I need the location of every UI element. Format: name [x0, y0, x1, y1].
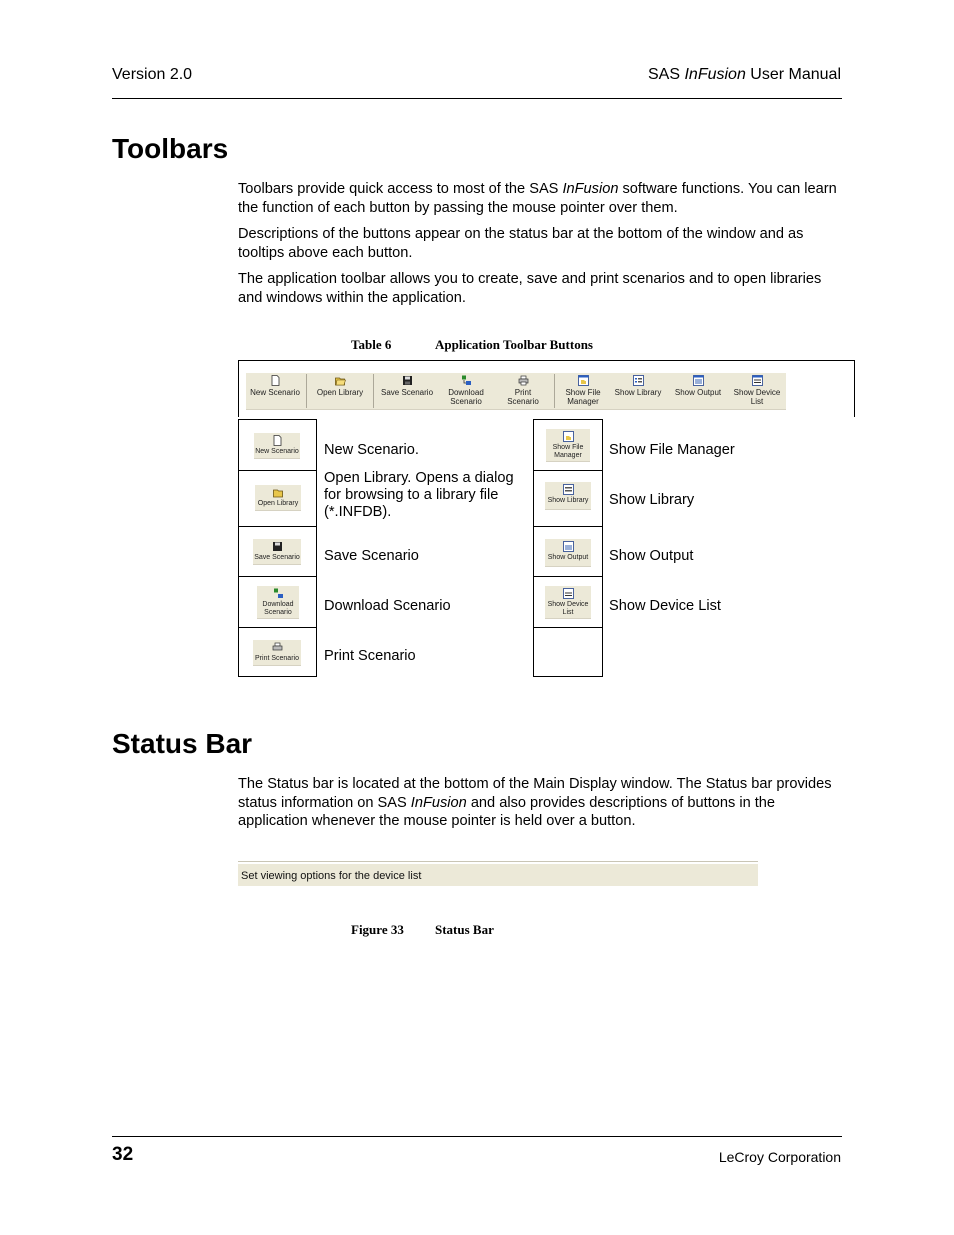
output-window-icon [563, 541, 574, 552]
save-scenario-button-image: Save Scenario [253, 539, 301, 565]
printer-icon [272, 642, 283, 653]
download-icon [461, 375, 472, 386]
section-title-toolbars: Toolbars [112, 133, 229, 164]
toolbar-show-output-button[interactable]: Show Output [667, 373, 729, 397]
toolbar-download-scenario-button[interactable]: Download Scenario [438, 373, 494, 406]
print-scenario-description: Print Scenario [324, 648, 416, 664]
show-device-list-button-image: Show Device List [545, 586, 591, 619]
table-icon-cell [238, 470, 317, 527]
show-library-button-image: Show Library [545, 482, 591, 510]
table-icon-cell [238, 576, 317, 628]
download-scenario-button-image: Download Scenario [257, 586, 299, 619]
table-icon-cell [533, 419, 603, 471]
header-manual-title: SAS InFusion User Manual [648, 66, 841, 83]
page-number: 32 [112, 1144, 134, 1165]
show-file-manager-button-image: Show File Manager [546, 429, 590, 462]
header-rule [112, 98, 842, 99]
toolbars-paragraph-1: Toolbars provide quick access to most of the SAS InFusion software functions. You can learn the function of each button by passing the mouse pointer over them. [238, 181, 837, 216]
show-output-description: Show Output [609, 548, 694, 564]
table-icon-cell [238, 627, 317, 677]
show-file-manager-description: Show File Manager [609, 442, 735, 458]
floppy-disk-icon [402, 375, 413, 386]
new-document-icon [270, 375, 281, 386]
printer-icon [518, 375, 529, 386]
table-icon-cell [533, 576, 603, 628]
toolbar-open-library-button[interactable]: Open Library [309, 373, 371, 397]
table-title: Application Toolbar Buttons [435, 337, 593, 352]
toolbar-separator [554, 374, 555, 408]
show-device-list-description: Show Device List [609, 598, 721, 614]
print-scenario-button-image: Print Scenario [253, 640, 301, 666]
toolbar-show-library-button[interactable]: Show Library [609, 373, 667, 397]
open-folder-icon [273, 487, 284, 498]
file-manager-icon [578, 375, 589, 386]
toolbar-new-scenario-button[interactable]: New Scenario [246, 373, 304, 397]
toolbar-show-device-list-button[interactable]: Show Device List [729, 373, 785, 406]
download-scenario-description: Download Scenario [324, 598, 451, 614]
open-library-description: Open Library. Opens a dialog for browsing to a library file (*.INFDB). [324, 470, 514, 520]
table-empty-cell [533, 627, 603, 677]
toolbar-show-file-manager-button[interactable]: Show File Manager [557, 373, 609, 406]
section-title-status-bar: Status Bar [112, 728, 253, 759]
open-library-button-image: Open Library [255, 485, 301, 511]
toolbar-frame [238, 360, 855, 417]
status-bar-paragraph: The Status bar is located at the bottom of the Main Display window. The Status bar provides status information on SAS InFusion and also provides descriptions of buttons in the application whenever the mouse pointer is held over a button. [238, 776, 832, 829]
toolbar-separator [306, 374, 307, 408]
table-label: Table 6 [351, 337, 392, 352]
library-icon [563, 484, 574, 495]
floppy-disk-icon [272, 541, 283, 552]
figure-label: Figure 33 [351, 922, 404, 937]
show-library-description: Show Library [609, 492, 695, 508]
library-icon [633, 375, 644, 386]
new-document-icon [272, 435, 283, 446]
show-output-button-image: Show Output [545, 539, 591, 567]
new-scenario-description: New Scenario. [324, 442, 419, 458]
table-icon-cell [238, 419, 317, 471]
device-list-icon [563, 588, 574, 599]
download-icon [273, 588, 284, 599]
device-list-icon [752, 375, 763, 386]
file-manager-icon [563, 431, 574, 442]
table-icon-cell [238, 526, 317, 577]
toolbars-paragraph-2: Descriptions of the buttons appear on the status bar at the bottom of the window and as tooltips above each button. [238, 226, 804, 261]
header-version: Version 2.0 [112, 66, 193, 83]
toolbar-print-scenario-button[interactable]: Print Scenario [494, 373, 552, 406]
footer-rule [112, 1136, 842, 1137]
figure-title: Status Bar [435, 922, 494, 937]
footer-company: LeCroy Corporation [718, 1149, 841, 1165]
open-folder-icon [335, 375, 346, 386]
table-icon-cell [533, 470, 603, 527]
application-toolbar [246, 373, 786, 410]
output-window-icon [693, 375, 704, 386]
toolbar-save-scenario-button[interactable]: Save Scenario [376, 373, 438, 397]
new-scenario-button-image: New Scenario [254, 433, 300, 459]
table-icon-cell [533, 526, 603, 577]
status-bar-screenshot: Set viewing options for the device list [238, 862, 758, 886]
save-scenario-description: Save Scenario [324, 548, 419, 564]
toolbar-separator [373, 374, 374, 408]
toolbars-paragraph-3: The application toolbar allows you to create, save and print scenarios and to open libraries and windows within the application. [238, 271, 822, 306]
